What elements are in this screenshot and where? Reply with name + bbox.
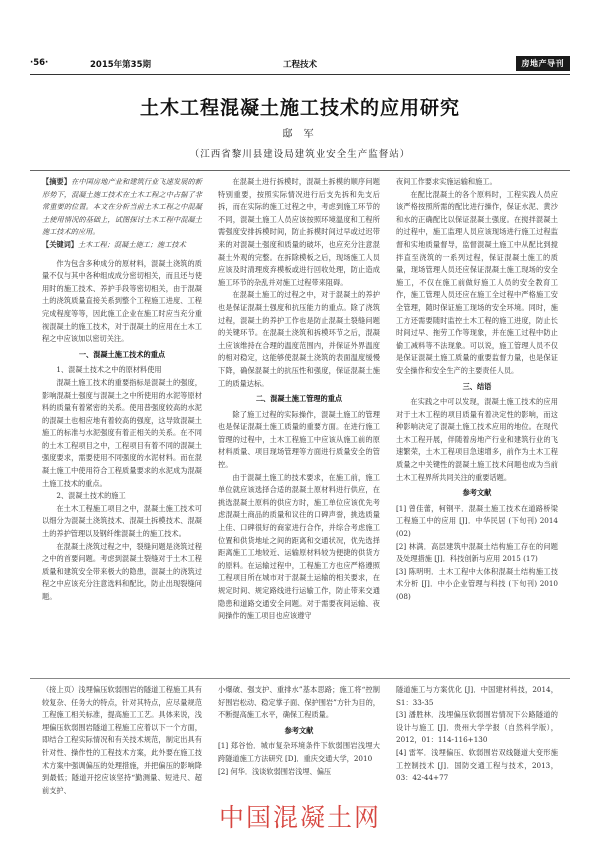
- paragraph: 在混凝土进行拆模时，混凝土拆模的顺序问题特别重要，按照实际情况进行后支先拆和先支后拆，而在实际的施工过程之中，考虑到施工环节的不同，混凝土施工人员应该按照环境温度和工程所需强度安排拆模时间，防止拆模时间过早或过迟带来的对混凝土强度和质量的破坏，也应充分注意混凝土外观的完整。在拆除模板之后，现场施工人员应该及时清理废弃模板或进行回收处理，防止造成施工环节的杂乱并对施工过程带来阻碍。: [218, 177, 380, 287]
- paragraph: 小爆破、强支护、重排水”基本思路；施工将“控制好围岩松动、稳定掌子面、保护围岩”方针为目的，不断提高施工水平，确保工程质量。: [218, 685, 380, 720]
- continuation-column-3: [396, 684, 558, 785]
- article-title: 土木工程混凝土施工技术的应用研究: [139, 97, 460, 119]
- paragraph: 混凝土施工技术的重要指标是混凝土的强度，影响混凝土强度与混凝土之中所使用的水泥等原材料的质量有着紧密的关系。使用普强度较高的水泥的混凝土也相应地有着较高的强度，这导致混凝土施工的标准与水泥强度有着正相关的关系。在不同的土木工程项目之中，工程项目有着不同的混凝土强度要求，需要使用不同强度的水泥材料。而在混凝土施工中使用符合工程质量要求的水泥成为混凝土施工技术的重点。: [42, 377, 202, 488]
- intro-paragraph: 作为包含多种成分的原材料，混凝土浇筑的质量不仅与其中各种组成成分密切相关，而且还与使用时的施工技术、养护手段等密切相关，由于混凝土的浇筑质量直接关系到整个工程施工进度、工程完成程度等等，因此施工企业在施工时应当充分重视混凝土的施工技术，对于混凝土的应用在土木工程之中应该加以密切关注。: [42, 258, 202, 344]
- continuation-column-1: [42, 684, 202, 797]
- article-affiliation: （江西省黎川县建设局建筑业安全生产监督站）: [189, 149, 411, 160]
- paragraph: 在土木工程施工项目之中，混凝土施工技术可以细分为混凝土浇筑技术、混凝土拆模技术、混凝土的养护管理以及钢纤维混凝土的施工技术。: [42, 503, 202, 539]
- continuation-rule: [30, 678, 570, 679]
- page-number: ·56·: [30, 58, 49, 68]
- running-header: [30, 58, 570, 74]
- journal-logo: 房地产导刊: [516, 56, 571, 71]
- subheading-1-2: 2、混凝土技术的施工: [56, 491, 126, 501]
- paragraph: 在混凝土浇筑过程之中，裂缝问题是浇筑过程之中的首要问题。考虑到混凝土裂缝对于土木工程质量和建筑安全带来极大的隐患，混凝土的浇筑过程之中应该充分注意选料和配比，防止出现裂缝问题。: [42, 541, 202, 601]
- paragraph: 夜间工作要求实施运输和施工。: [396, 177, 497, 186]
- section-heading-2: 二、混凝土施工管理的重点: [255, 394, 343, 404]
- paragraph: （接上页）浅埋偏压软弱围岩的隧道工程施工具有较复杂、任务大的特点，针对其特点，应尽量规范工程施工相关标准，提高施工工艺。具体来说，浅埋偏压软弱围岩隧道工程施工应着以下一个方面，即结合工程实际情况和有关技术规范，制定出具有针对性、操作性的工程技术方案，此外要在施工技术方案中强调偏压的处理措施，并把偏压的影响降到最低；隧道开挖应该坚持“勤测量、短进尺、超前支护、: [42, 685, 202, 795]
- reference-item: [2] 林满．高层建筑中混凝土结构施工存在的问题及处理措施 [J]．科技创新与应用 2015 (17): [396, 541, 558, 564]
- site-watermark: 中国混凝土网: [218, 803, 381, 832]
- references-heading: 参考文献: [284, 725, 314, 735]
- section-heading-1: 一、混凝土施工技术的重点: [78, 349, 166, 359]
- column-3: [396, 176, 558, 604]
- reference-item: [4] 雷军．浅埋偏压、软弱围岩双线隧道大变形施工控制技术 [J]．国防交通工程与技术，2013，03：42-44+77: [396, 747, 558, 783]
- reference-item: 隧道施工与方案优化 [J]．中国建材科技，2014，S1：33-35: [396, 685, 558, 707]
- reference-item: [1] 郑谷怡．城市复杂环境条件下软弱围岩浅埋大跨隧道施工方法研究 [D]．重庆交通大学，2010: [218, 741, 380, 763]
- subheading-1-1: 1、混凝土技术之中的原材料使用: [56, 365, 162, 375]
- title-rule: [30, 170, 570, 171]
- article-author: 邸 军: [282, 129, 318, 140]
- column-2: [218, 176, 380, 623]
- section-label: 工程技术: [282, 60, 317, 70]
- section-heading-3: 三、结语: [462, 381, 492, 391]
- reference-item: [3] 陈明明．土木工程中大体积混凝土结构施工技术分析 [J]．中小企业管理与科技 (下旬刊) 2010 (08): [396, 566, 558, 601]
- reference-item: [1] 曾佳蕾，柯钢平．混凝土施工技术在道路桥梁工程施工中的应用 [J]．中华民居 (下旬刊) 2014 (02): [396, 503, 558, 539]
- paragraph: 在配比混凝土的各个原料时，工程实践人员应该严格按照所需的配比进行操作，保证水泥、黄沙和水的正确配比以保证混凝土强度。在搅拌混凝土的过程中，施工监理人员应该现场进行施工过程监督和实地质量督导，监督混凝土施工中从配比到搅拌直至浇筑的一系列过程，保证混凝土施工的质量，现场管理人员还应保证混凝土施工现场的安全施工，不仅在施工前做好施工人员的安全教育工作，施工管理人员还应在施工全过程中严格施工安全管理，随时保证施工现场的安全环境。同时，施工方还需要随时监控土木工程的施工进度，防止长时间过早、拖劳工作等现象，并在施工过程中防止偷工减料等不法现象。可以说，施工管理人员不仅是保证混凝土施工质量的重要监督力量，也是保证安全操作和安全生产的主要责任人员。: [396, 189, 558, 375]
- paragraph: 在实践之中可以发现，混凝土施工技术的应用对于土木工程的项目质量有着决定性的影响，而这种影响决定了混凝土施工技术应用的地位。在现代土木工程开展，伴随着房地产行业和建筑行业的飞速繁荣，土木工程项目急速增多，前作为土木工程质量之中关键性的混凝土施工技术问题也成为当前土木工程界所共同关注的重要话题。: [396, 397, 558, 482]
- issue-label: 2015年第35期: [90, 60, 151, 70]
- keywords: 【关键词】土木工程；混凝土施工；施工技术: [42, 239, 186, 249]
- reference-item: [2] 何华．浅谈软弱围岩浅埋、偏压: [218, 766, 332, 776]
- abstract: 【摘要】在中国房地产业和建筑行业飞速发展的新形势下，混凝土施工技术在土木工程之中占据了非常重要的位置。本文在分析当前土木工程之中混凝土使用情况的基础上，试图探讨土木工程中混凝土施工技术的应用。: [42, 177, 202, 237]
- header-rule: [30, 74, 570, 75]
- reference-item: [3] 潘胜林．浅埋偏压软弱围岩情况下公路隧道的设计与施工 [J]．贵州大学学报（自然科学版），2012，01：114-116+130: [396, 710, 558, 745]
- column-1: [42, 176, 202, 604]
- paragraph: 在混凝土施工的过程之中，对于混凝土的养护也是保证混凝土强度和抗压能力的重点。除了浇筑过程，混凝土的养护工作也是防止混凝土裂缝问题的关键环节。在混凝土浇筑和拆模环节之后，混凝土应该维持在合理的温度范围内，并保证外界温度的相对稳定，这能够使混凝土浇筑的表面温度缓慢下降，确保混凝土的抗压性和强度，保证混凝土施工的质量达标。: [218, 290, 380, 388]
- paragraph: 除了施工过程的实际操作，混凝土施工的管理也是保证混凝土施工质量的重要方面。在进行施工管理的过程中，土木工程施工中应该从施工前的原材料质量、项目现场管理等方面进行质量安全的管控。: [218, 409, 380, 470]
- paragraph: 由于混凝土施工的技术要求，在施工前，施工单位就应该选择合适的混凝土原材料进行供应，在挑选混凝土原料的供应方时，施工单位应该优先考虑混凝土商品的质量和议往的口碑声誉，挑选质量上佳、口碑很好的商家进行合作，并综合考虑施工位置和供货地址之间的距离和交通状况，优先选择距离施工工地较近、运输原材料较为便捷的供货方的原料。在运输过程中，工程施工方也应严格遵照工程项目所在城市对于混凝土运输的相关要求，在规定时间、规定路线进行运输工作，防止带来交通隐患和道路交通安全问题。对于需要夜间运输、夜间操作的施工项目也应该遵守: [218, 472, 380, 621]
- continuation-column-2: [218, 684, 380, 778]
- references-heading: 参考文献: [462, 488, 492, 498]
